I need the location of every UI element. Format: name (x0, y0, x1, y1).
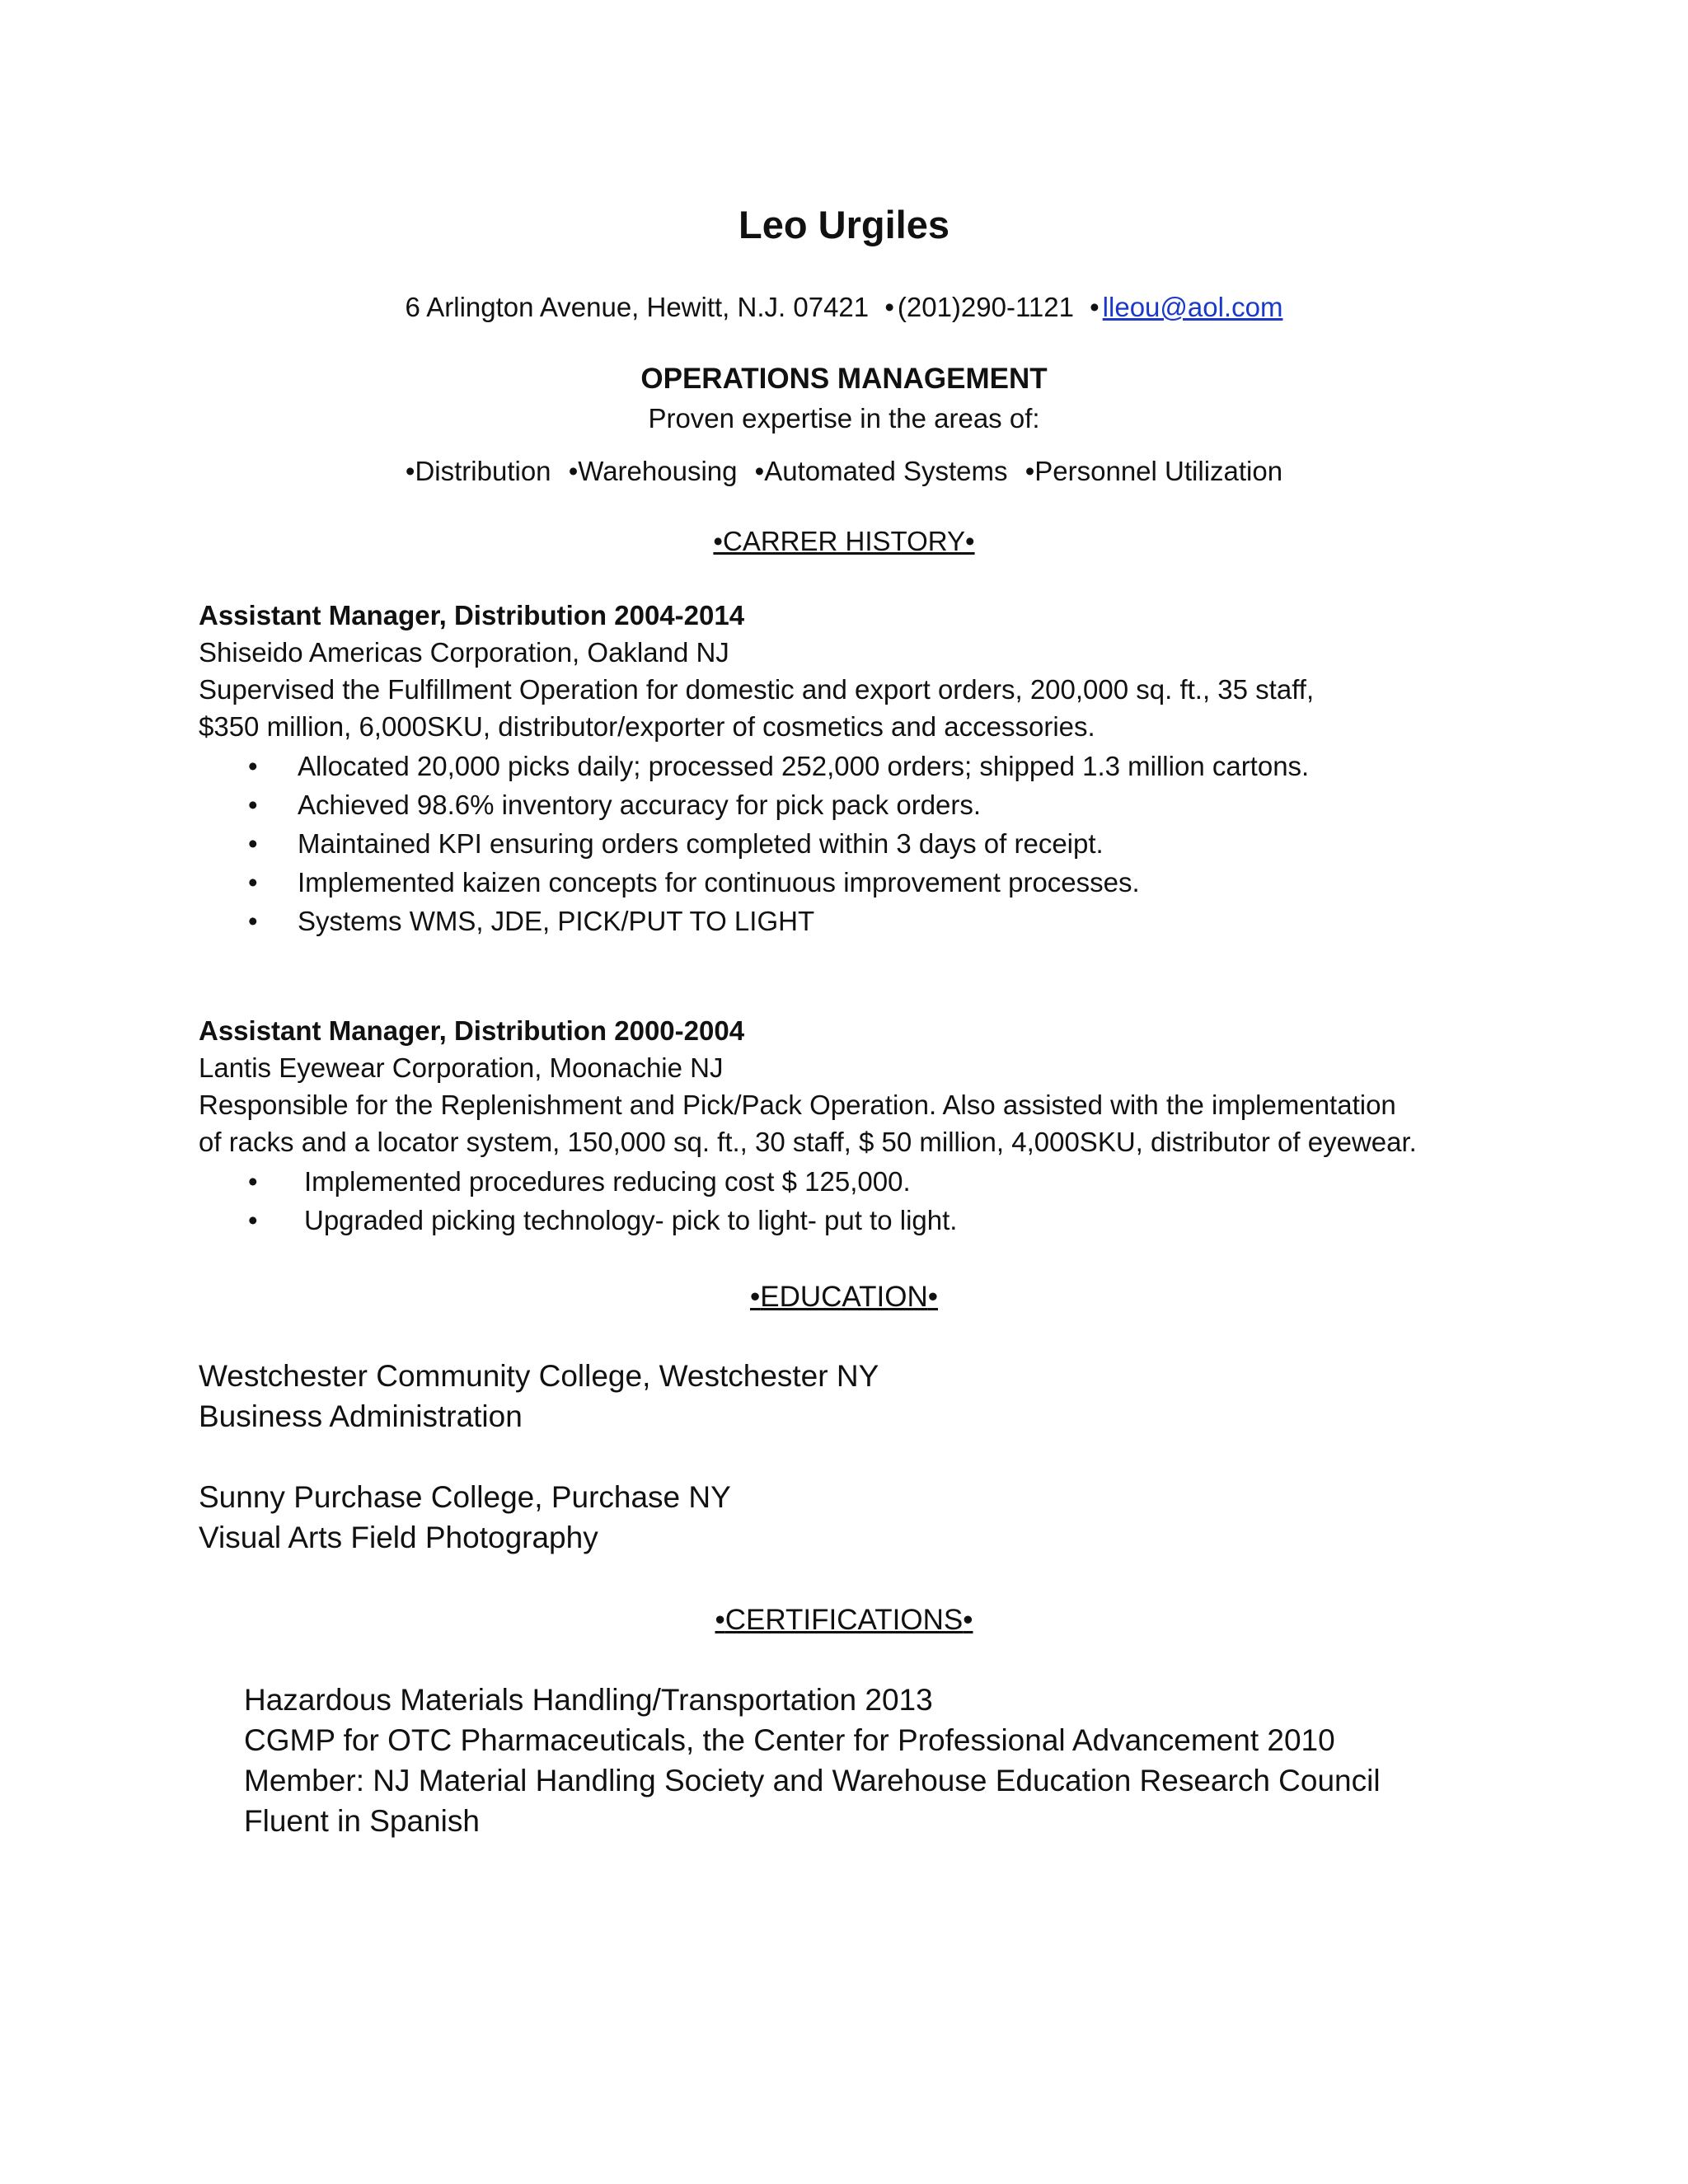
list-item: CGMP for OTC Pharmaceuticals, the Center for Professional Advancement 2010 (244, 1723, 1335, 1757)
summary-subtitle: Proven expertise in the areas of: (648, 403, 1040, 434)
section-heading-certifications: •CERTIFICATIONS• (715, 1604, 973, 1636)
job-description-line: Supervised the Fulfillment Operation for domestic and export orders, 200,000 sq. ft., 35 staff, (199, 674, 1315, 705)
bullet-separator: • (884, 292, 894, 322)
expertise-item: •Personnel Utilization (1025, 456, 1283, 486)
bullet-dot: • (248, 751, 258, 781)
job-title: Assistant Manager, Distribution 2004-2014 (199, 600, 745, 630)
job-company: Lantis Eyewear Corporation, Moonachie NJ (199, 1052, 724, 1083)
list-item: Hazardous Materials Handling/Transportation 2013 (244, 1683, 933, 1717)
list-item: • Upgraded picking technology- pick to light- put to light. (199, 1201, 1534, 1240)
school-name: Sunny Purchase College, Purchase NY (199, 1480, 731, 1514)
job-company: Shiseido Americas Corporation, Oakland NJ (199, 637, 729, 668)
email-link[interactable]: lleou@aol.com (1102, 292, 1283, 322)
section-heading-education: •EDUCATION• (749, 1281, 939, 1313)
list-item: • Implemented kaizen concepts for continuous improvement processes. (199, 863, 1534, 902)
phone-text: (201)290-1121 (897, 292, 1074, 322)
list-item: • Maintained KPI ensuring orders completed within 3 days of receipt. (199, 824, 1534, 863)
certifications-list (244, 1680, 1381, 1841)
job-achievements (199, 1162, 1534, 1240)
job-description-line: Responsible for the Replenishment and Pick/Pack Operation. Also assisted with the implementation (199, 1090, 1396, 1120)
list-item: • Achieved 98.6% inventory accuracy for pick pack orders. (199, 785, 1534, 824)
contact-line (0, 290, 1688, 325)
list-item: • Systems WMS, JDE, PICK/PUT TO LIGHT (199, 902, 1534, 940)
expertise-item: •Automated Systems (754, 456, 1008, 486)
expertise-list (0, 454, 1688, 489)
education-entry (199, 1356, 879, 1436)
job-entry (199, 597, 1534, 940)
bullet-dot: • (248, 790, 258, 820)
expertise-item: •Warehousing (568, 456, 738, 486)
candidate-name: Leo Urgiles (738, 203, 950, 246)
section-heading-career: •CARRER HISTORY• (713, 526, 975, 556)
field-of-study: Business Administration (199, 1399, 523, 1433)
list-item: • Implemented procedures reducing cost $ 125,000. (199, 1162, 1534, 1201)
education-entry (199, 1477, 731, 1558)
bullet-dot: • (248, 906, 258, 936)
list-item: Fluent in Spanish (244, 1804, 480, 1838)
job-description-line: of racks and a locator system, 150,000 sq. ft., 30 staff, $ 50 million, 4,000SKU, distributor of eyewear. (199, 1127, 1417, 1157)
bullet-separator: • (1090, 292, 1100, 322)
expertise-item: •Distribution (405, 456, 551, 486)
school-name: Westchester Community College, Westchester NY (199, 1359, 879, 1393)
job-achievements (199, 747, 1534, 940)
list-item: Member: NJ Material Handling Society and Warehouse Education Research Council (244, 1764, 1381, 1797)
list-item: • Allocated 20,000 picks daily; processed 252,000 orders; shipped 1.3 million cartons. (199, 747, 1534, 785)
bullet-dot: • (248, 828, 258, 859)
job-title: Assistant Manager, Distribution 2000-2004 (199, 1015, 745, 1046)
bullet-dot: • (248, 1166, 258, 1197)
job-description-line: $350 million, 6,000SKU, distributor/exporter of cosmetics and accessories. (199, 711, 1095, 742)
bullet-dot: • (248, 1205, 258, 1235)
field-of-study: Visual Arts Field Photography (199, 1521, 598, 1554)
summary-title: OPERATIONS MANAGEMENT (640, 363, 1048, 395)
bullet-dot: • (248, 867, 258, 898)
job-entry (199, 1012, 1534, 1240)
address-text: 6 Arlington Avenue, Hewitt, N.J. 07421 (405, 292, 870, 322)
